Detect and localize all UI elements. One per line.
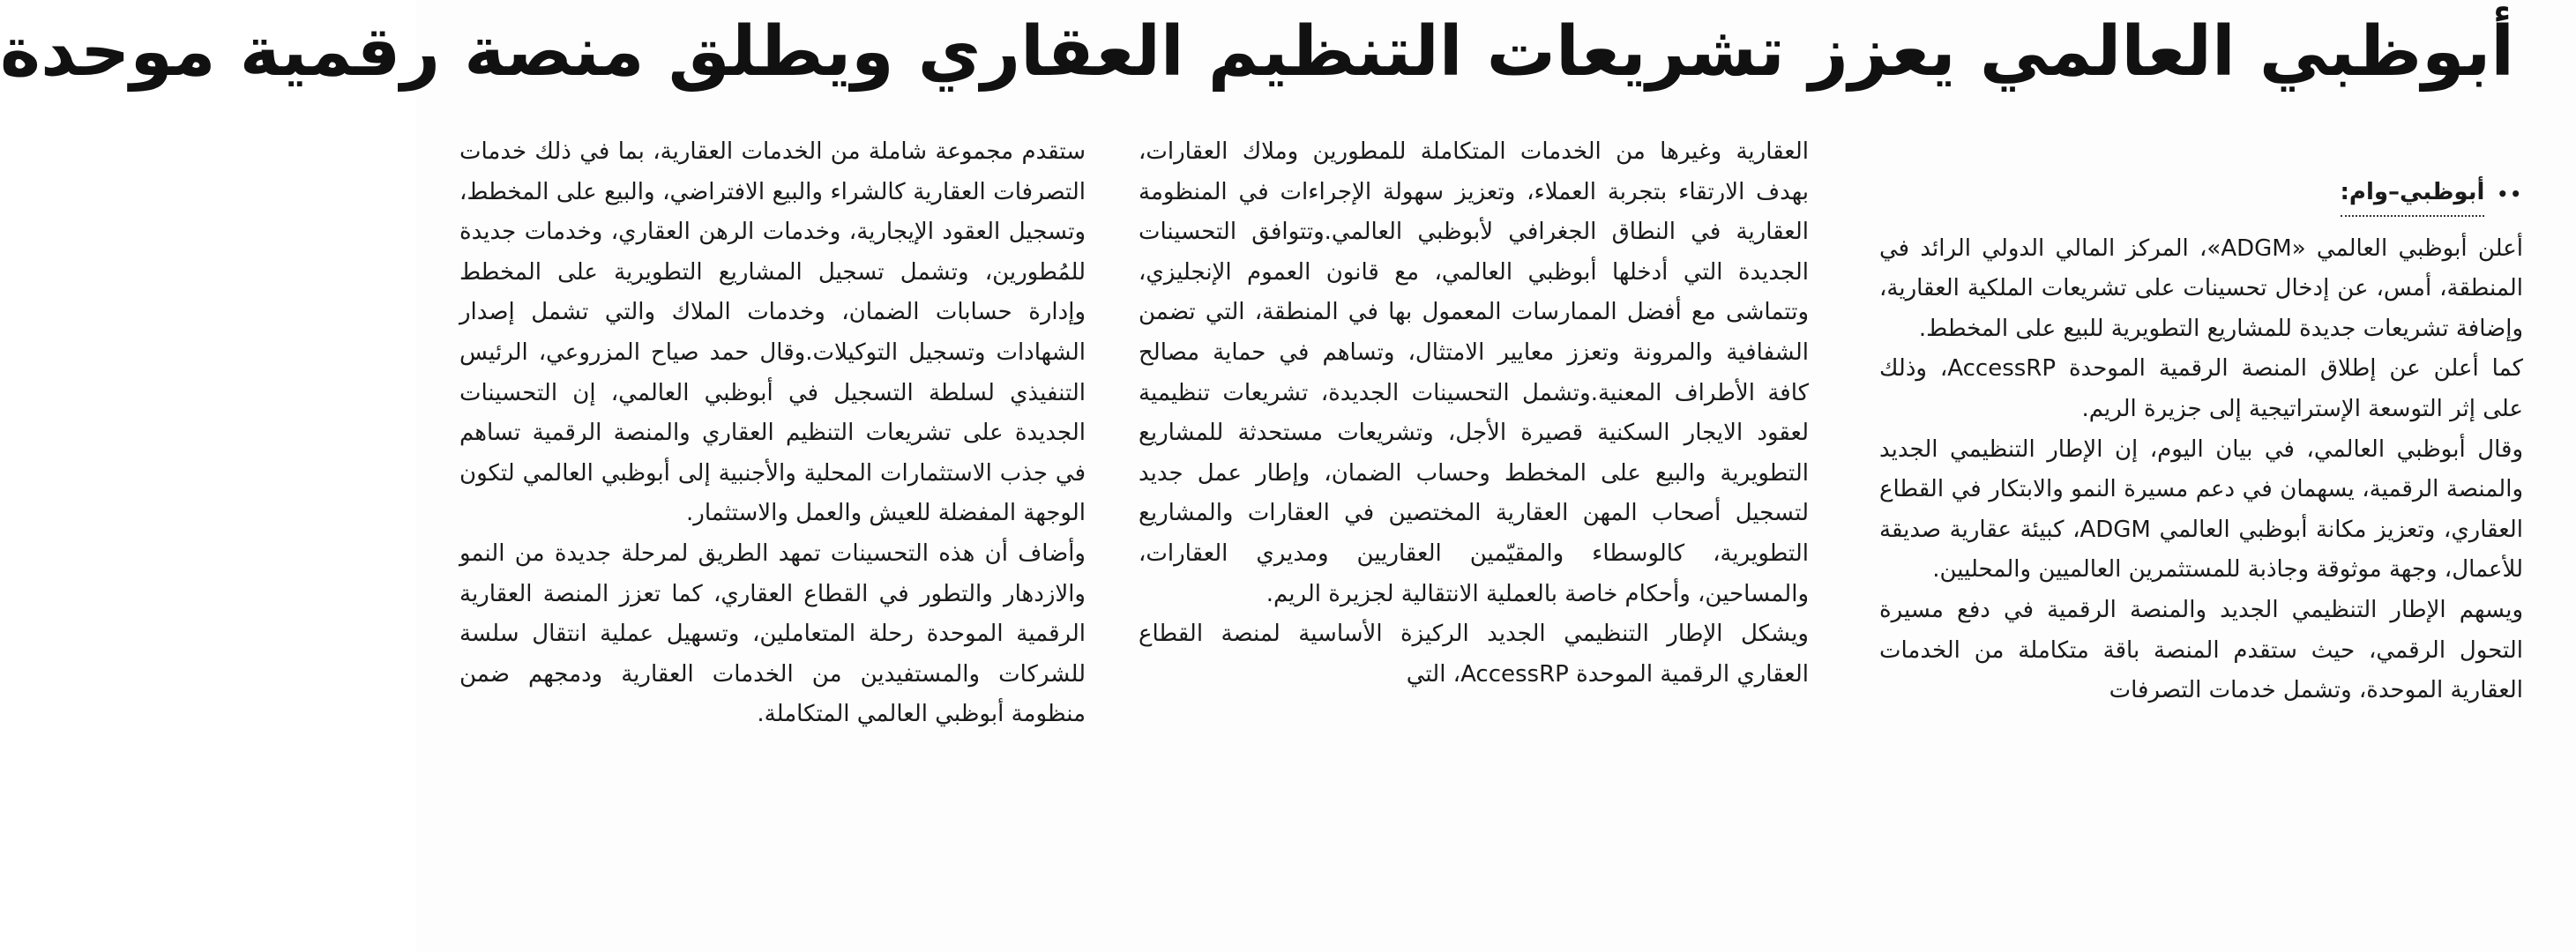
paragraph: العقارية وغيرها من الخدمات المتكاملة للمطورين وملاك العقارات، بهدف الارتقاء بتجربة العملاء، وتعزيز سهولة الإجراءات في المنظومة العقارية في النطاق الجغرافي لأبوظبي العالمي.وتتوافق التحسينات الجديدة التي أدخلها أبوظبي العالمي، مع قانون العموم الإنجليزي، وتتماشى مع أفضل الممارسات المعمول بها في المنطقة، التي تضمن الشفافية والمرونة وتعزز معايير الامتثال، وتساهم في حماية مصالح كافة الأطراف المعنية.وتشمل التحسينات الجديدة، تشريعات تنظيمية لعقود الايجار السكنية قصيرة الأجل، وتشريعات مستحدثة للمشاريع التطويرية والبيع على المخطط وحساب الضمان، وإطار عمل جديد لتسجيل أصحاب المهن العقارية المختصين في العقارات والمشاريع التطويرية، كالوسطاء والمقيّمين العقاريين ومديري العقارات، والمساحين، وأحكام خاصة بالعملية الانتقالية لجزيرة الريم. [1139,138,1809,607]
paragraph: ستقدم مجموعة شاملة من الخدمات العقارية، بما في ذلك خدمات التصرفات العقارية كالشراء والبيع الافتراضي، والبيع على المخطط، وتسجيل العقود الإيجارية، وخدمات الرهن العقاري، وخدمات جديدة للمُطورين، وتشمل تسجيل المشاريع التطويرية على المخطط وإدارة حسابات الضمان، وخدمات الملاك والتي تشمل إصدار الشهادات وتسجيل التوكيلات.وقال حمد صياح المزروعي، الرئيس التنفيذي لسلطة التسجيل في أبوظبي العالمي، إن التحسينات الجديدة على تشريعات التنظيم العقاري والمنصة الرقمية تساهم في جذب الاستثمارات المحلية والأجنبية إلى أبوظبي العالمي لتكون الوجهة المفضلة للعيش والعمل والاستثمار. [459,138,1086,527]
paragraph: كما أعلن عن إطلاق المنصة الرقمية الموحدة AccessRP، وذلك على إثر التوسعة الإستراتيجية إلى جزيرة الريم. [1879,355,2523,422]
paragraph: وقال أبوظبي العالمي، في بيان اليوم، إن الإطار التنظيمي الجديد والمنصة الرقمية، يسهمان في دعم مسيرة النمو والابتكار في القطاع العقاري، وتعزيز مكانة أبوظبي العالمي ADGM، كبيئة عقارية صديقة للأعمال، وجهة موثوقة وجاذبة للمستثمرين العالميين والمحليين. [1879,435,2523,584]
paragraph: ويسهم الإطار التنظيمي الجديد والمنصة الرقمية في دفع مسيرة التحول الرقمي، حيث ستقدم المنصة باقة متكاملة من الخدمات العقارية الموحدة، وتشمل خدمات التصرفات [1879,596,2523,704]
article-column-3 [459,132,1086,934]
paragraph: ويشكل الإطار التنظيمي الجديد الركيزة الأساسية لمنصة القطاع العقاري الرقمية الموحدة AccessRP، التي [1139,621,1809,688]
byline [1879,173,2523,217]
article-column-2 [1139,132,1809,934]
article-headline: أبوظبي العالمي يعزز تشريعات التنظيم العقاري ويطلق منصة رقمية موحدة [0,12,2514,92]
paragraph: وأضاف أن هذه التحسينات تمهد الطريق لمرحلة جديدة من النمو والازدهار والتطور في القطاع العقاري، كما تعزز المنصة العقارية الرقمية الموحدة رحلة المتعاملين، وتسهيل عملية انتقال سلسة للشركات والمستفيدين من الخدمات العقارية ودمجهم ضمن منظومة أبوظبي العالمي المتكاملة. [459,539,1086,728]
article-column-1 [1879,132,2523,934]
byline-marker: •• [2497,183,2523,205]
paragraph: أعلن أبوظبي العالمي «ADGM»، المركز المالي الدولي الرائد في المنطقة، أمس، عن إدخال تحسينات على تشريعات الملكية العقارية، وإضافة تشريعات جديدة للمشاريع التطويرية للبيع على المخطط. [1879,234,2523,342]
article-body [459,132,2523,934]
byline-text: أبوظبي–وام: [2341,173,2485,217]
